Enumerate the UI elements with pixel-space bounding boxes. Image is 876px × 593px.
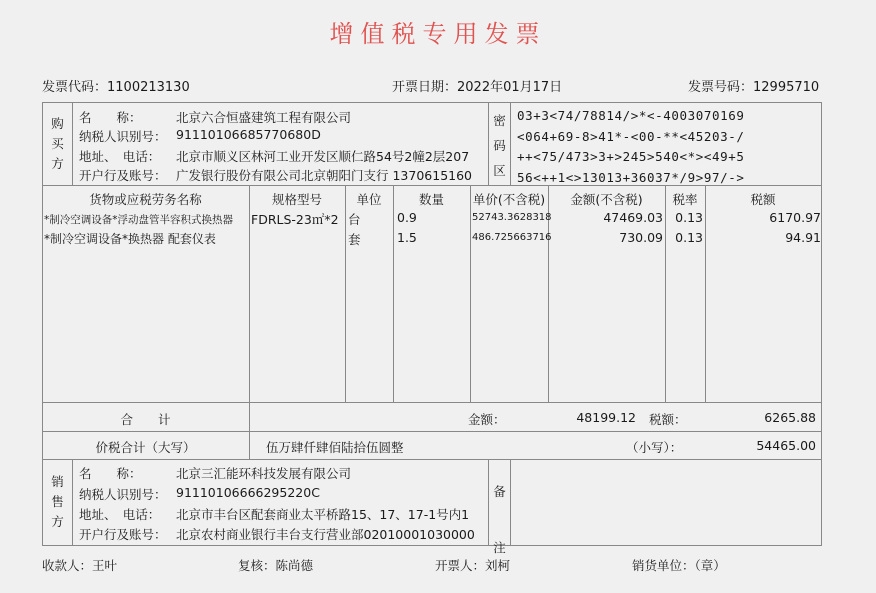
buyer-address-label: 地址、 电话： (79, 149, 161, 164)
invoice-code: 发票代码：1100213130 (42, 80, 190, 95)
col-rate-header: 税率 (672, 192, 698, 207)
grand-total-small-label: （小写）： (626, 440, 683, 455)
seller-address: 北京市丰台区配套商业太平桥路15、17、17-1号内1 (176, 507, 470, 522)
totals-amount-label: 金额： (468, 412, 506, 427)
drawer: 开票人：刘柯 (435, 558, 511, 573)
col-spec-header: 规格型号 (271, 192, 322, 207)
seller-seal: 销货单位：（章） (632, 558, 726, 573)
item-qty: 1.5 (397, 230, 417, 245)
payee: 收款人：王叶 (42, 558, 118, 573)
invoice-date: 开票日期：2022年01月17日 (392, 80, 563, 95)
item-unit: 台 (348, 212, 361, 227)
item-rate: 0.13 (675, 210, 703, 225)
col-amount-header: 金额(不含税) (570, 192, 643, 207)
invoice-title: 增值税专用发票 (329, 20, 547, 48)
item-price: 486.725663716 (472, 232, 552, 243)
item-qty: 0.9 (397, 210, 417, 225)
col-qty-header: 数量 (418, 192, 444, 207)
item-spec: FDRLS-23㎡*2 (251, 212, 339, 227)
buyer-tax-id: 91110106685770680D (176, 127, 321, 142)
item-amount: 47469.03 (603, 210, 663, 225)
seller-address-label: 地址、 电话： (79, 507, 161, 522)
grand-total-value: 54465.00 (756, 438, 816, 453)
buyer-name: 北京六合恒盛建筑工程有限公司 (176, 110, 352, 125)
grand-total-words: 伍万肆仟肆佰陆拾伍圆整 (266, 440, 404, 455)
buyer-name-label: 名 称： (79, 110, 142, 125)
seller-tax-label: 纳税人识别号： (79, 487, 167, 502)
item-rate: 0.13 (675, 230, 703, 245)
buyer-bank-label: 开户行及账号： (79, 168, 167, 183)
totals-tax-label: 税额： (649, 412, 687, 427)
seller-bank: 北京农村商业银行丰台支行营业部02010001030000 (176, 527, 475, 542)
reviewer: 复核：陈尚德 (238, 558, 314, 573)
totals-amount: 48199.12 (576, 410, 636, 425)
buyer-address: 北京市顺义区林河工业开发区顺仁路54号2幢2层207 (176, 149, 470, 164)
col-unit-header: 单位 (356, 192, 382, 207)
grand-total-label: 价税合计（大写） (95, 440, 196, 455)
item-name: *制冷空调设备*浮动盘管半容积式换热器 (44, 214, 233, 226)
col-tax-header: 税额 (750, 192, 776, 207)
remarks-section-label: 备 注 (493, 484, 506, 555)
buyer-section-label: 购 买 方 (51, 116, 64, 171)
invoice-number: 发票号码：12995710 (688, 80, 820, 95)
buyer-tax-label: 纳税人识别号： (79, 129, 167, 144)
item-unit: 套 (348, 232, 361, 247)
item-name: *制冷空调设备*换热器 配套仪表 (44, 232, 216, 246)
totals-label: 合 计 (120, 412, 171, 427)
col-price-header: 单价(不含税) (472, 192, 546, 207)
seller-name-label: 名 称： (79, 466, 142, 481)
buyer-bank: 广发银行股份有限公司北京朝阳门支行 1370615160 (176, 168, 473, 183)
item-price: 52743.3628318 (472, 212, 552, 223)
seller-bank-label: 开户行及账号： (79, 527, 167, 542)
seller-section-label: 销 售 方 (51, 474, 64, 529)
item-amount: 730.09 (619, 230, 663, 245)
cipher-text: 03+3<74/78814/>*<-4003070169 <064+69-8>41*-<00-**<45203-/ ++<75/473>3+>245>540<*><49+5 56<++1<>13013+36037*/9>97/-> (517, 108, 745, 185)
totals-tax: 6265.88 (764, 410, 816, 425)
remarks-area (512, 461, 820, 544)
cipher-section-label: 密 码 区 (493, 113, 506, 178)
item-tax: 94.91 (785, 230, 821, 245)
seller-tax-id: 91110106666295220C (176, 485, 320, 500)
col-name-header: 货物或应税劳务名称 (89, 192, 202, 207)
seller-name: 北京三汇能环科技发展有限公司 (176, 466, 352, 481)
item-tax: 6170.97 (769, 210, 821, 225)
